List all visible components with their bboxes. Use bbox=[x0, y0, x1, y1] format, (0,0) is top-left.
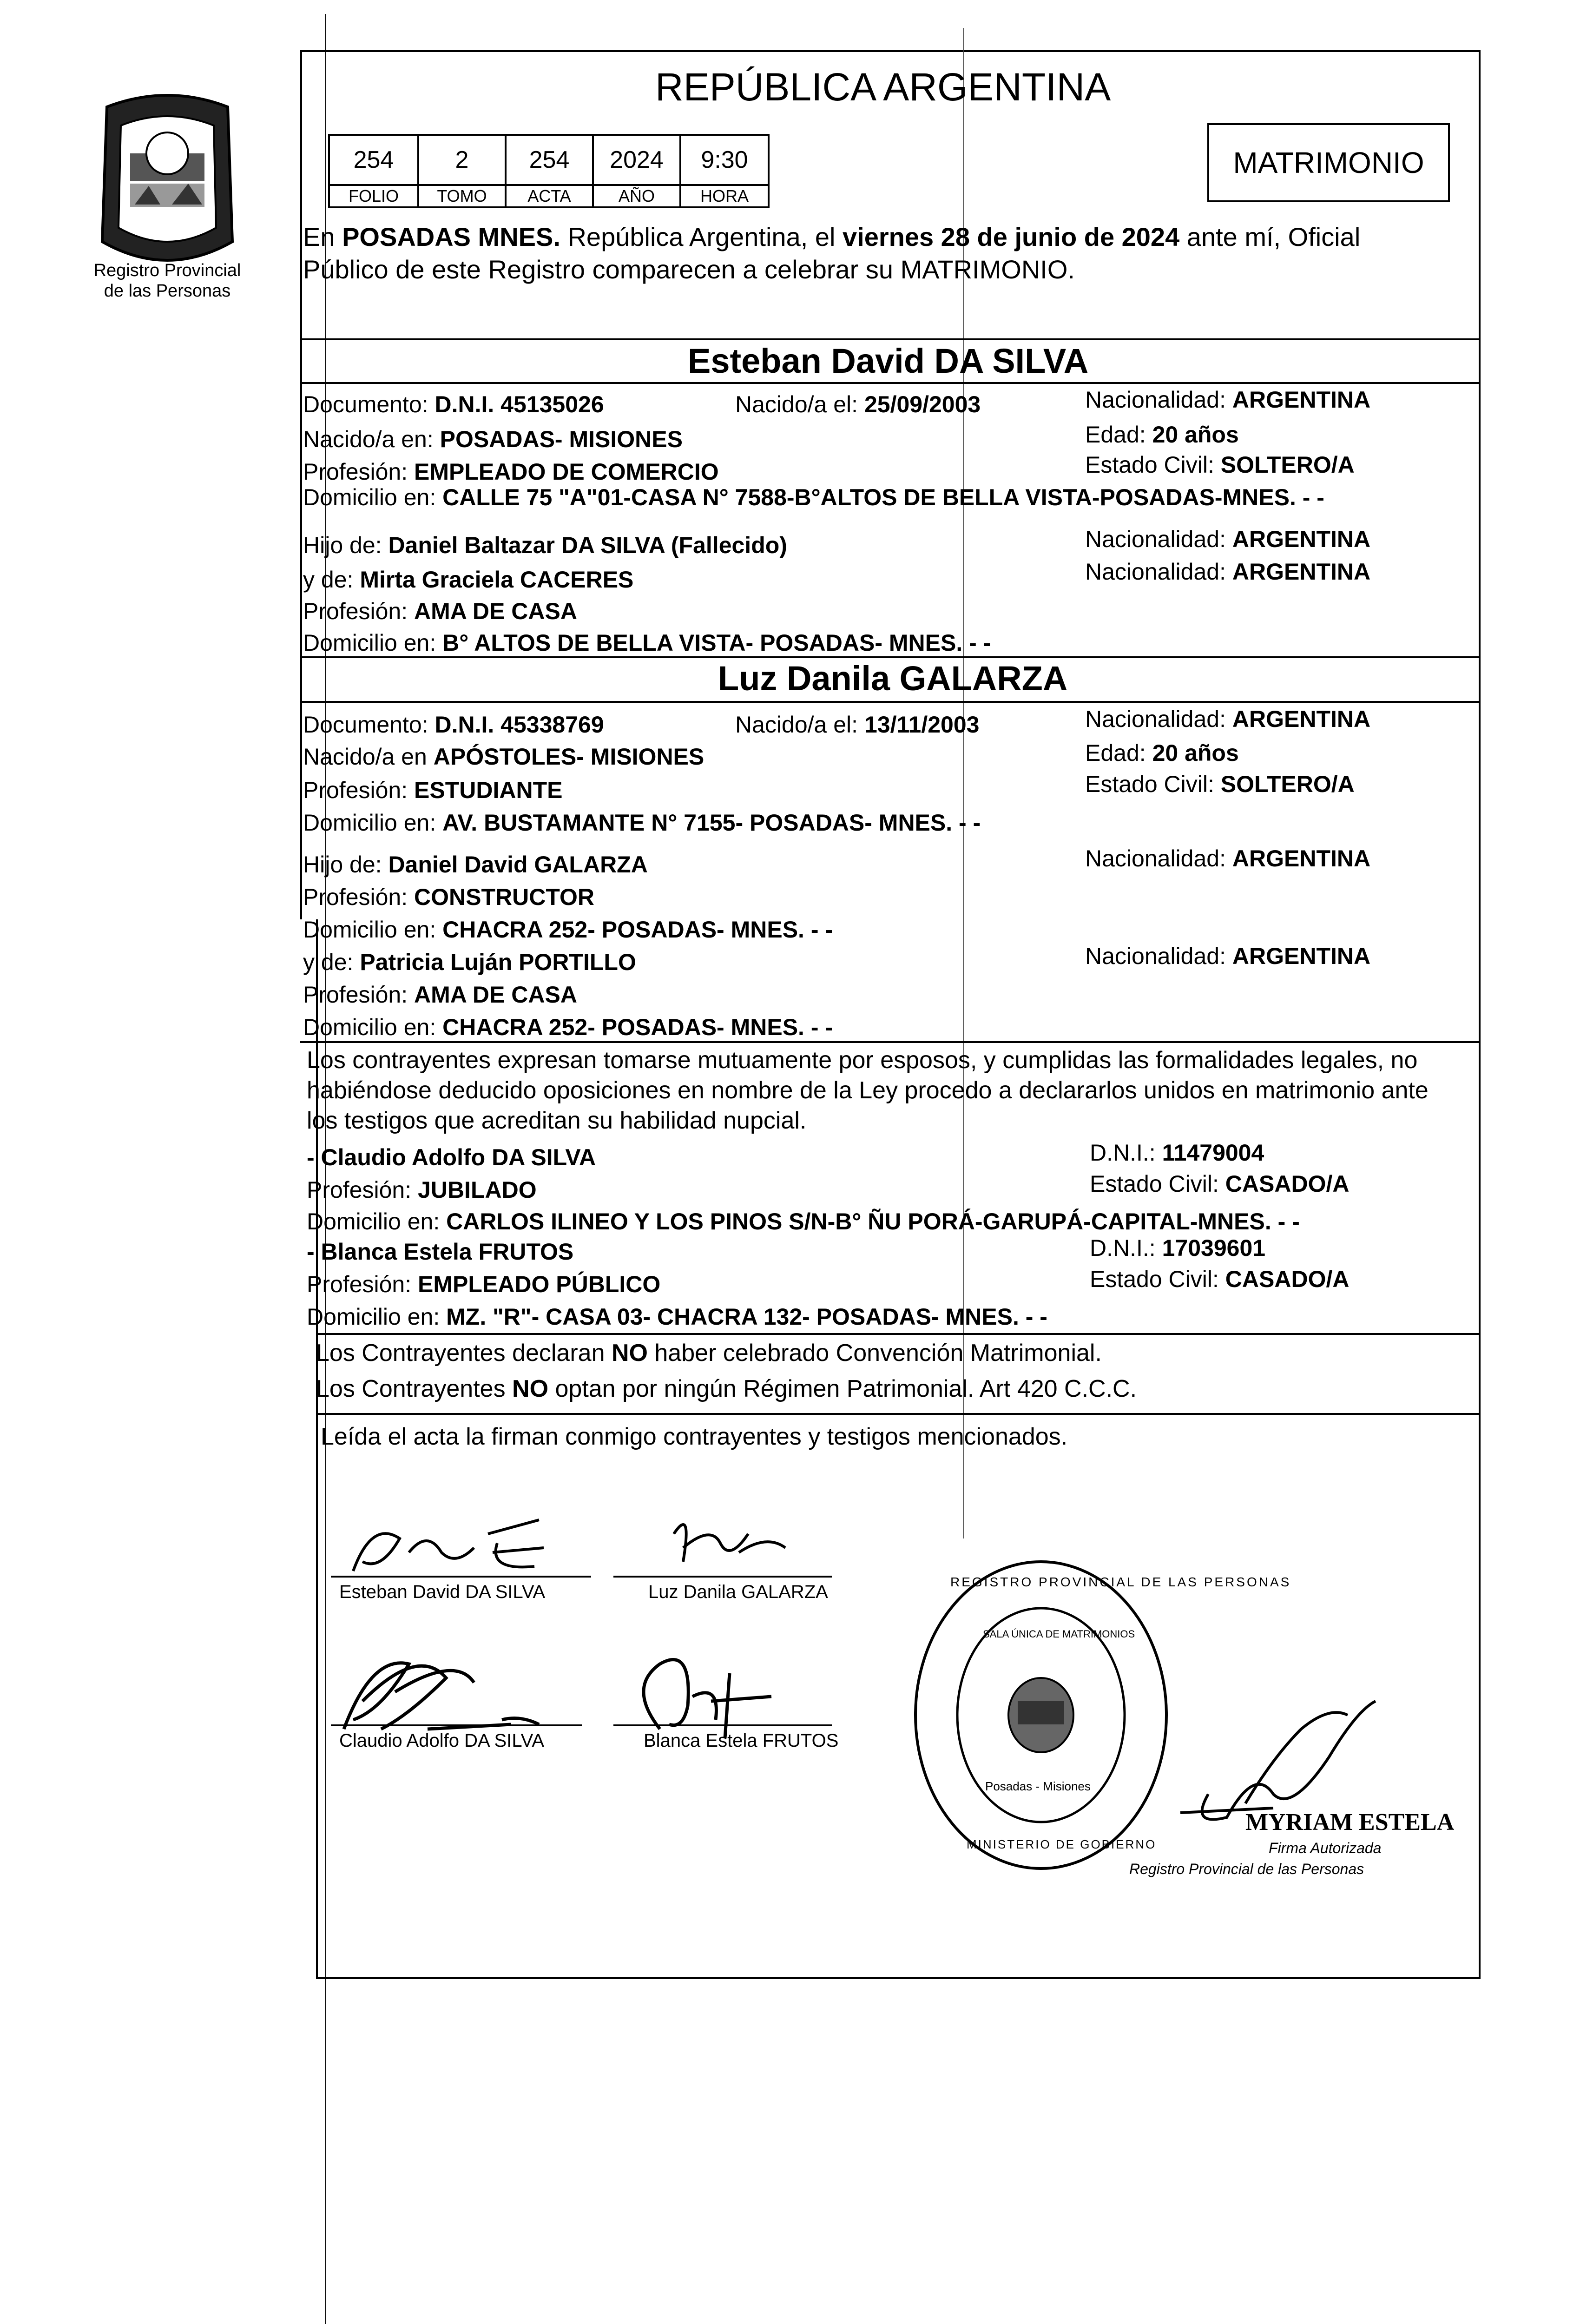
spouse1-profession: Profesión: EMPLEADO DE COMERCIO bbox=[303, 459, 719, 485]
witness2-name: - Blanca Estela FRUTOS bbox=[307, 1239, 574, 1265]
officer-name: MYRIAM ESTELA bbox=[1245, 1809, 1455, 1835]
spouse2-signature-line bbox=[613, 1576, 832, 1578]
witness2-civil-status: Estado Civil: CASADO/A bbox=[1090, 1266, 1350, 1292]
closing-statement: Leída el acta la firman conmigo contrayentes y testigos mencionados. bbox=[321, 1423, 1068, 1450]
spouse1-signature-caption: Esteban David DA SILVA bbox=[339, 1582, 546, 1602]
spouse2-born-date: Nacido/a el: 13/11/2003 bbox=[735, 712, 980, 738]
intro-line-1: En POSADAS MNES. República Argentina, el viernes 28 de junio de 2024 ante mí, Oficial bbox=[303, 222, 1361, 251]
regime-line-1: Los Contrayentes declaran NO haber celebrado Convención Matrimonial. bbox=[316, 1340, 1102, 1367]
provincial-seal-icon bbox=[79, 88, 256, 284]
spouse1-age: Edad: 20 años bbox=[1085, 422, 1239, 448]
section-divider-declaration bbox=[300, 1041, 1481, 1043]
spouse2-mother-address: Domicilio en: CHACRA 252- POSADAS- MNES. - - bbox=[303, 1014, 833, 1040]
declaration-line-2: habiéndose deducido oposiciones en nombre de la Ley procedo a declararlos unidos en matrimonio ante bbox=[307, 1077, 1429, 1104]
officer-role: Firma Autorizada bbox=[1269, 1840, 1382, 1856]
stamp-outer-text: REGISTRO PROVINCIAL DE LAS PERSONAS bbox=[950, 1575, 1291, 1589]
record-label-hora: HORA bbox=[679, 184, 770, 208]
record-label-tomo: TOMO bbox=[417, 184, 507, 208]
spouse2-father-profession: Profesión: CONSTRUCTOR bbox=[303, 884, 594, 910]
act-type-box bbox=[1207, 123, 1450, 202]
spouse1-father: Hijo de: Daniel Baltazar DA SILVA (Fallecido) bbox=[303, 532, 787, 558]
frame-left-line bbox=[300, 50, 302, 919]
spouse1-born-date: Nacido/a el: 25/09/2003 bbox=[735, 391, 981, 417]
act-type-label: MATRIMONIO bbox=[1233, 146, 1424, 179]
spouse1-parents-address: Domicilio en: B° ALTOS DE BELLA VISTA- POSADAS- MNES. - - bbox=[303, 630, 991, 656]
spouse2-nationality: Nacionalidad: ARGENTINA bbox=[1085, 706, 1371, 732]
spouse2-age: Edad: 20 años bbox=[1085, 740, 1239, 766]
declaration-line-3: los testigos que acreditan su habilidad nupcial. bbox=[307, 1107, 807, 1134]
spouse2-mother-nationality: Nacionalidad: ARGENTINA bbox=[1085, 943, 1371, 969]
witness2-signature bbox=[618, 1636, 832, 1743]
witness2-signature-line bbox=[613, 1724, 832, 1726]
witness1-signature-line bbox=[331, 1724, 582, 1726]
spouse1-mother: y de: Mirta Graciela CACERES bbox=[303, 567, 634, 593]
section-divider-regime bbox=[316, 1333, 1481, 1335]
record-cell-ano: 2024 bbox=[592, 134, 681, 186]
registry-logo-text bbox=[79, 260, 256, 301]
spouse1-father-nationality: Nacionalidad: ARGENTINA bbox=[1085, 526, 1371, 552]
spouse2-address: Domicilio en: AV. BUSTAMANTE N° 7155- POSADAS- MNES. - - bbox=[303, 810, 981, 836]
witness1-signature-caption: Claudio Adolfo DA SILVA bbox=[339, 1730, 545, 1751]
spouse2-signature-caption: Luz Danila GALARZA bbox=[648, 1582, 828, 1602]
spouse2-mother-profession: Profesión: AMA DE CASA bbox=[303, 982, 577, 1008]
spouse2-name: Luz Danila GALARZA bbox=[718, 659, 1068, 698]
frame-top-line bbox=[300, 50, 1481, 52]
witness2-dni: D.N.I.: 17039601 bbox=[1090, 1235, 1266, 1261]
witness1-signature bbox=[325, 1636, 586, 1743]
spouse1-birthplace: Nacido/a en: POSADAS- MISIONES bbox=[303, 426, 683, 452]
stamp-city: Posadas - Misiones bbox=[985, 1779, 1091, 1793]
spouse2-father-nationality: Nacionalidad: ARGENTINA bbox=[1085, 845, 1371, 872]
record-cell-acta: 254 bbox=[505, 134, 594, 186]
regime-line-2: Los Contrayentes NO optan por ningún Régimen Patrimonial. Art 420 C.C.C. bbox=[316, 1375, 1137, 1402]
spouse1-name-underline bbox=[300, 382, 1481, 384]
record-cell-folio: 254 bbox=[328, 134, 419, 186]
record-label-ano: AÑO bbox=[592, 184, 681, 208]
record-table bbox=[328, 134, 770, 208]
spouse2-father: Hijo de: Daniel David GALARZA bbox=[303, 852, 648, 878]
spouse1-parents-profession: Profesión: AMA DE CASA bbox=[303, 598, 577, 624]
witness1-profession: Profesión: JUBILADO bbox=[307, 1177, 537, 1203]
spouse1-nationality: Nacionalidad: ARGENTINA bbox=[1085, 387, 1371, 413]
witness1-civil-status: Estado Civil: CASADO/A bbox=[1090, 1171, 1350, 1197]
spouse1-civil-status: Estado Civil: SOLTERO/A bbox=[1085, 452, 1355, 478]
intro-line-2: Público de este Registro comparecen a celebrar su MATRIMONIO. bbox=[303, 255, 1075, 284]
registry-logo bbox=[79, 88, 256, 311]
spouse2-name-underline bbox=[300, 701, 1481, 703]
section-divider-spouse2 bbox=[300, 656, 1481, 658]
stamp-ministry: MINISTERIO DE GOBIERNO bbox=[967, 1837, 1157, 1851]
spouse2-document: Documento: D.N.I. 45338769 bbox=[303, 712, 604, 738]
registry-logo-line2: de las Personas bbox=[104, 281, 231, 301]
stamp-inner-text: SALA ÚNICA DE MATRIMONIOS bbox=[983, 1628, 1135, 1640]
frame-bottom-line bbox=[316, 1977, 1481, 1979]
spouse1-address: Domicilio en: CALLE 75 "A"01-CASA N° 7588-B°ALTOS DE BELLA VISTA-POSADAS-MNES. - - bbox=[303, 484, 1324, 510]
spouse2-profession: Profesión: ESTUDIANTE bbox=[303, 777, 563, 803]
section-divider-closing bbox=[316, 1413, 1481, 1415]
spouse1-document: Documento: D.N.I. 45135026 bbox=[303, 391, 604, 417]
witness1-name: - Claudio Adolfo DA SILVA bbox=[307, 1144, 596, 1170]
witness1-address: Domicilio en: CARLOS ILINEO Y LOS PINOS S/N-B° ÑU PORÁ-GARUPÁ-CAPITAL-MNES. - - bbox=[307, 1208, 1300, 1235]
spouse2-father-address: Domicilio en: CHACRA 252- POSADAS- MNES. - - bbox=[303, 917, 833, 943]
spouse1-mother-nationality: Nacionalidad: ARGENTINA bbox=[1085, 559, 1371, 585]
record-label-folio: FOLIO bbox=[328, 184, 419, 208]
witness2-profession: Profesión: EMPLEADO PÚBLICO bbox=[307, 1271, 661, 1297]
spouse1-name: Esteban David DA SILVA bbox=[688, 342, 1089, 380]
section-divider-spouse1 bbox=[300, 338, 1481, 340]
record-cell-hora: 9:30 bbox=[679, 134, 770, 186]
witness1-dni: D.N.I.: 11479004 bbox=[1090, 1140, 1264, 1166]
declaration-line-1: Los contrayentes expresan tomarse mutuamente por esposos, y cumplidas las formalidades legales, no bbox=[307, 1047, 1418, 1074]
officer-office: Registro Provincial de las Personas bbox=[1129, 1861, 1364, 1877]
spouse2-mother: y de: Patricia Luján PORTILLO bbox=[303, 949, 636, 975]
spouse2-civil-status: Estado Civil: SOLTERO/A bbox=[1085, 771, 1355, 797]
spouse2-signature bbox=[618, 1497, 832, 1576]
document-title: REPÚBLICA ARGENTINA bbox=[655, 65, 1111, 109]
registry-logo-line1: Registro Provincial bbox=[93, 261, 241, 280]
spouse2-birthplace: Nacido/a en APÓSTOLES- MISIONES bbox=[303, 744, 704, 770]
record-label-acta: ACTA bbox=[505, 184, 594, 208]
record-cell-tomo: 2 bbox=[417, 134, 507, 186]
witness2-address: Domicilio en: MZ. "R"- CASA 03- CHACRA 132- POSADAS- MNES. - - bbox=[307, 1304, 1047, 1330]
spouse1-signature bbox=[335, 1501, 586, 1580]
witness2-signature-caption: Blanca Estela FRUTOS bbox=[644, 1730, 839, 1751]
spouse1-signature-line bbox=[331, 1576, 591, 1578]
